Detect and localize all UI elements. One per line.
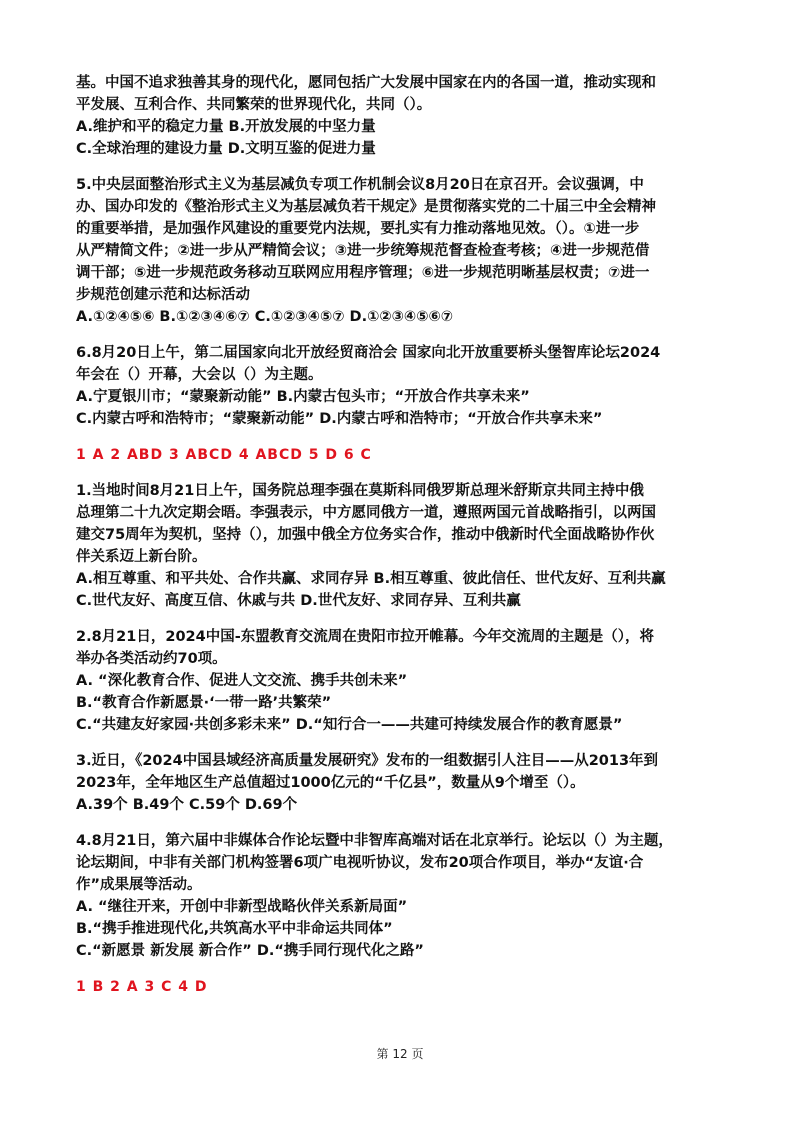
question-text-line: 举办各类活动约70项。: [76, 651, 227, 667]
question-text-line: 2023年，全年地区生产总值超过1000亿元的“千亿县”，数量从9个增至（）。: [76, 775, 585, 791]
question-text-line: 建交75周年为契机，坚持（），加强中俄全方位务实合作，推动中俄新时代全面战略协作伙: [76, 527, 655, 543]
question-text-line: 的重要举措，是加强作风建设的重要党内法规，要扎实有力推动落地见效。（）。①进一步: [76, 221, 640, 237]
question-text-line: 1.当地时间8月21日上午，国务院总理李强在莫斯科同俄罗斯总理米舒斯京共同主持中俄: [76, 483, 644, 499]
option-line: A.39个 B.49个 C.59个 D.69个: [76, 797, 298, 813]
option-line: A. “深化教育合作、促进人文交流、携手共创未来”: [76, 673, 408, 689]
option-line: B.“教育合作新愿景·‘一带一路’共繁荣”: [76, 695, 332, 711]
answer-key-2: 1 B 2 A 3 C 4 D: [76, 979, 208, 995]
question-text-line: 4.8月21日，第六届中非媒体合作论坛暨中非智库高端对话在北京举行。论坛以（）为主题，: [76, 833, 673, 849]
question-text-line: 作”成果展等活动。: [76, 877, 202, 893]
set2-question-2: [76, 626, 728, 736]
question-text-line: 年会在（）开幕，大会以（）为主题。: [76, 367, 323, 383]
question-text-line: 调干部；⑤进一步规范政务移动互联网应用程序管理；⑥进一步规范明晰基层权责；⑦进一: [76, 265, 650, 281]
option-line: C.“共建友好家园·共创多彩未来” D.“知行合一——共建可持续发展合作的教育愿景”: [76, 717, 623, 733]
option-line: A. “继往开来，开创中非新型战略伙伴关系新局面”: [76, 899, 408, 915]
question-text-line: 办、国办印发的《整治形式主义为基层减负若干规定》是贯彻落实党的二十届三中全会精神: [76, 199, 656, 215]
page-number: 第 12 页: [376, 1047, 424, 1061]
question-text-line: 平发展、互利合作、共同繁荣的世界现代化，共同（）。: [76, 97, 432, 113]
option-line: A.①②④⑤⑥ B.①②③④⑥⑦ C.①②③④⑤⑦ D.①②③④⑤⑥⑦: [76, 309, 454, 325]
question-6: [76, 342, 728, 430]
question-text-line: 总理第二十九次定期会晤。李强表示，中方愿同俄方一道，遵照两国元首战略指引，以两国: [76, 505, 656, 521]
set2-question-3: [76, 750, 728, 816]
question-4-tail: [76, 72, 728, 160]
set2-question-1: [76, 480, 728, 612]
question-text-line: 基。中国不追求独善其身的现代化，愿同包括广大发展中国家在内的各国一道，推动实现和: [76, 75, 656, 91]
option-line: A.相互尊重、和平共处、合作共赢、求同存异 B.相互尊重、彼此信任、世代友好、互利共赢: [76, 571, 666, 587]
option-line: B.“携手推进现代化,共筑高水平中非命运共同体”: [76, 921, 393, 937]
option-line: A.宁夏银川市；“蒙聚新动能” B.内蒙古包头市；“开放合作共享未来”: [76, 389, 530, 405]
question-text-line: 论坛期间，中非有关部门机构签署6项广电视听协议，发布20项合作项目，举办“友谊·合: [76, 855, 644, 871]
question-5: [76, 174, 728, 328]
option-line: C.全球治理的建设力量 D.文明互鉴的促进力量: [76, 141, 376, 157]
option-line: C.世代友好、高度互信、休戚与共 D.世代友好、求同存异、互利共赢: [76, 593, 521, 609]
question-text-line: 5.中央层面整治形式主义为基层减负专项工作机制会议8月20日在京召开。会议强调，中: [76, 177, 644, 193]
option-line: C.内蒙古呼和浩特市；“蒙聚新动能” D.内蒙古呼和浩特市；“开放合作共享未来”: [76, 411, 603, 427]
question-text-line: 从严精简文件；②进一步从严精简会议；③进一步统筹规范督查检查考核；④进一步规范借: [76, 243, 650, 259]
question-text-line: 3.近日，《2024中国县域经济高质量发展研究》发布的一组数据引人注目——从2013年到: [76, 753, 659, 769]
option-line: C.“新愿景 新发展 新合作” D.“携手同行现代化之路”: [76, 943, 424, 959]
question-text-line: 6.8月20日上午，第二届国家向北开放经贸商洽会 国家向北开放重要桥头堡智库论坛2024: [76, 345, 661, 361]
question-text-line: 步规范创建示范和达标活动: [76, 287, 250, 303]
answer-key-1: 1 A 2 ABD 3 ABCD 4 ABCD 5 D 6 C: [76, 447, 372, 463]
question-text-line: 2.8月21日，2024中国-东盟教育交流周在贵阳市拉开帷幕。今年交流周的主题是（），将: [76, 629, 654, 645]
question-text-line: 伴关系迈上新台阶。: [76, 549, 207, 565]
set2-question-4: [76, 830, 728, 962]
page-content: [76, 72, 728, 998]
option-line: A.维护和平的稳定力量 B.开放发展的中坚力量: [76, 119, 376, 135]
